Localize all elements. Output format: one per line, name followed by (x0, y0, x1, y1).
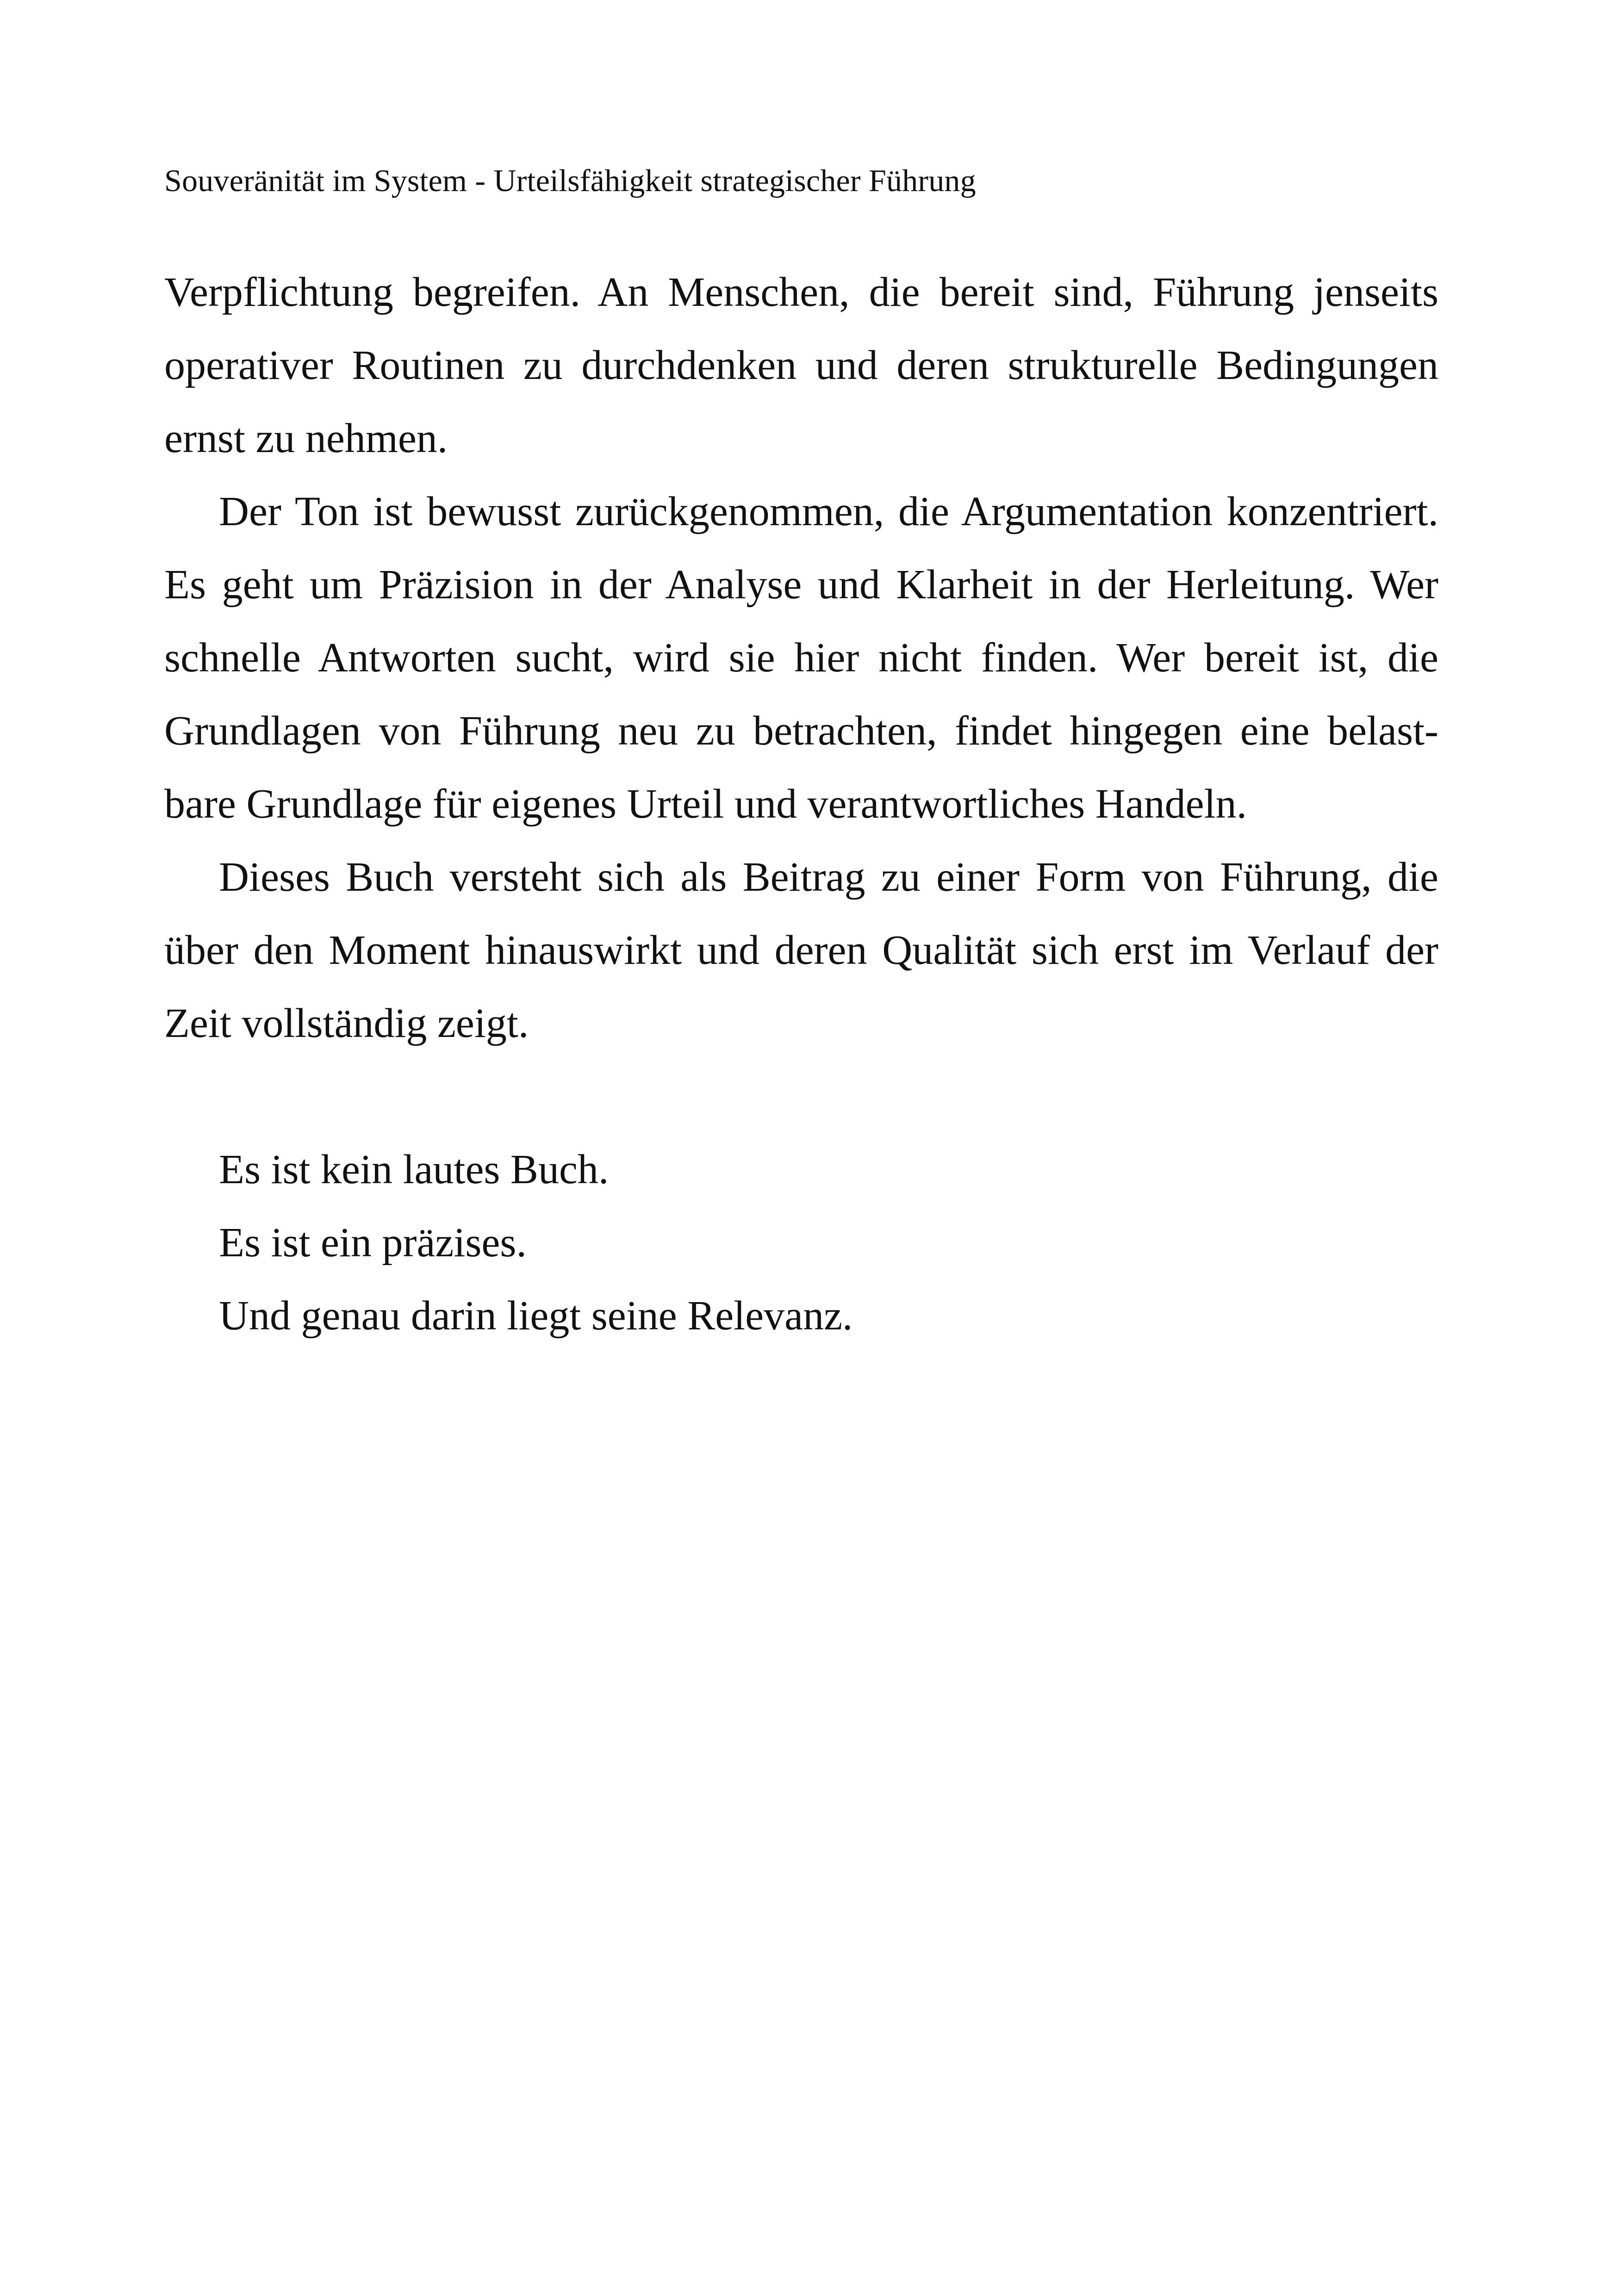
text-line: Grundlagen von Führung neu zu betrachten, findet hingegen eine belast- (164, 708, 1438, 754)
paragraph (164, 256, 1438, 475)
text-line: Es geht um Präzision in der Analyse und Klarheit in der Herleitung. Wer (164, 562, 1438, 608)
text-line: schnelle Antworten sucht, wird sie hier nicht finden. Wer bereit ist, die (164, 635, 1438, 681)
paragraph (164, 475, 1438, 841)
text-line: Der Ton ist bewusst zurückgenommen, die Argumentation konzentriert. (219, 489, 1438, 534)
paragraph (164, 841, 1438, 1060)
text-line: Zeit vollständig zeigt. (164, 1000, 529, 1046)
blank-line (164, 1060, 1438, 1133)
text-line: über den Moment hinauswirkt und deren Qualität sich erst im Verlauf der (164, 927, 1438, 973)
text-line: operativer Routinen zu durchdenken und deren strukturelle Bedingungen (164, 342, 1438, 388)
text-line: ernst zu nehmen. (164, 416, 448, 461)
text-line: Verpflichtung begreifen. An Menschen, die bereit sind, Führung jenseits (164, 269, 1438, 315)
running-header: Souveränität im System - Urteilsfähigkeit strategischer Führung (164, 163, 976, 198)
closing-line: Es ist ein präzises. (219, 1220, 527, 1266)
closing-block (164, 1133, 1438, 1353)
closing-line: Es ist kein lautes Buch. (219, 1147, 609, 1192)
text-line: bare Grundlage für eigenes Urteil und verantwortliches Handeln. (164, 781, 1247, 827)
closing-line: Und genau darin liegt seine Relevanz. (219, 1293, 853, 1339)
body-text (164, 256, 1438, 1353)
text-line: Dieses Buch versteht sich als Beitrag zu einer Form von Führung, die (219, 854, 1438, 900)
